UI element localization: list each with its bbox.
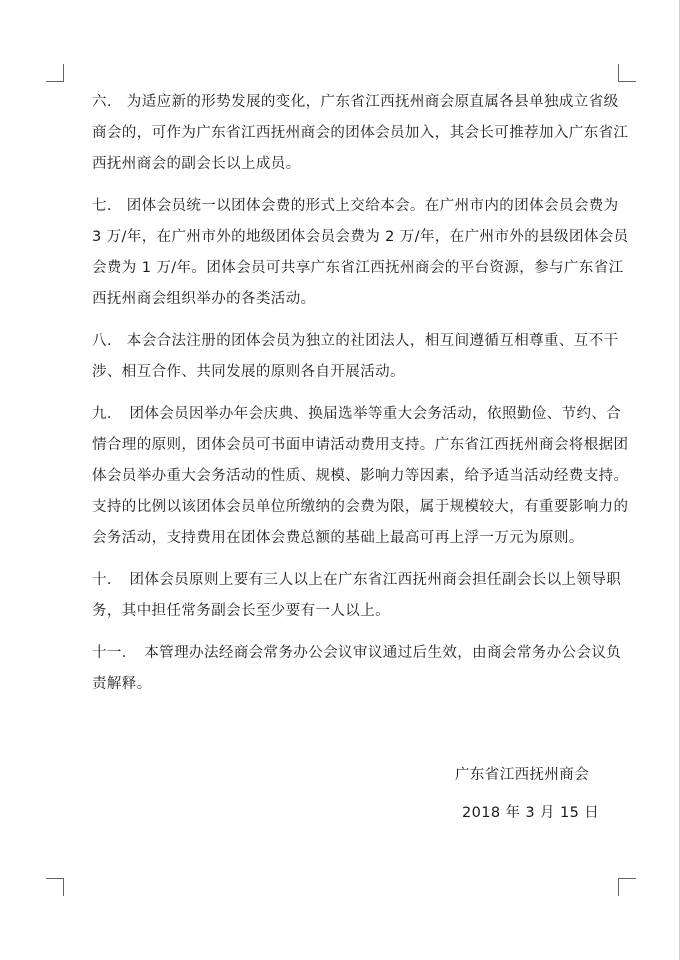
paragraph-9: 九． 团体会员因举办年会庆典、换届选举等重大会务活动，依照勤俭、节约、合情合理的原则，团体会员可书面申请活动费用支持。广东省江西抚州商会将根据团体会员举办重大会务活动的性质、规模、影响力等因素，给予适当活动经费支持。支持的比例以该团体会员单位所缴纳的会费为限，属于规模较大，有重要影响力的会务活动，支持费用在团体会费总额的基础上最高可再上浮一万元为原则。 [92,406,629,546]
crop-mark-bottom-left [46,878,64,896]
paragraph-10: 十． 团体会员原则上要有三人以上在广东省江西抚州商会担任副会长以上领导职务，其中担任常务副会长至少要有一人以上。 [92,572,622,619]
signature-date: 2018 年 3 月 15 日 [462,805,600,821]
signature-organization: 广东省江西抚州商会 [455,767,590,783]
paragraph-6: 六. 为适应新的形势发展的变化，广东省江西抚州商会原直属各县单独成立省级商会的，可作为广东省江西抚州商会的团体会员加入，其会长可推荐加入广东省江西抚州商会的副会长以上成员。 [92,94,629,172]
crop-mark-bottom-right [618,878,636,896]
crop-mark-top-right [618,64,636,82]
paragraph-7: 七. 团体会员统一以团体会费的形式上交给本会。在广州市内的团体会员会费为 3 万/年，在广州市外的地级团体会员会费为 2 万/年，在广州市外的县级团体会员会费为 1 万/年。团体会员可共享广东省江西抚州商会的平台资源，参与广东省江西抚州商会组织举办的各类活动。 [92,198,629,307]
crop-mark-top-left [46,64,64,82]
paragraph-11: 十一． 本管理办法经商会常务办公会议审议通过后生效，由商会常务办公会议负责解释。 [92,645,622,692]
paragraph-8: 八. 本会合法注册的团体会员为独立的社团法人，相互间遵循互相尊重、互不干涉、相互合作、共同发展的原则各自开展活动。 [92,333,619,380]
document-body [92,87,632,711]
